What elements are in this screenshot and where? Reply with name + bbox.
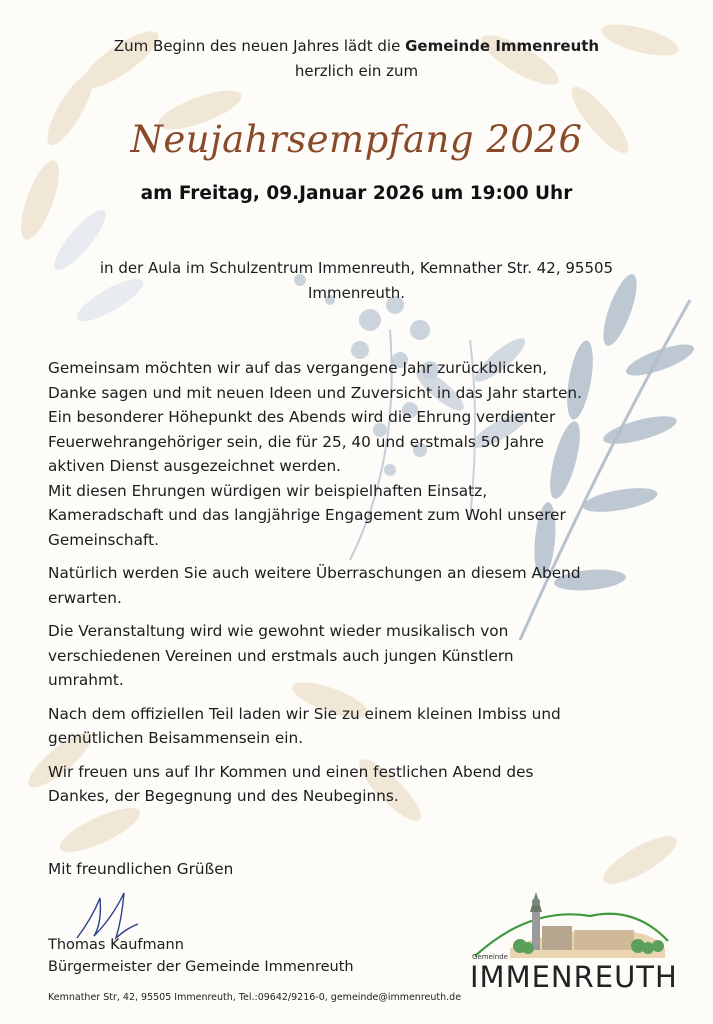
signer-role: Bürgermeister der Gemeinde Immenreuth	[48, 959, 354, 975]
text-line: Feuerwehrangehöriger sein, die für 25, 40 und erstmals 50 Jahre	[48, 432, 545, 451]
text-line: Die Veranstaltung wird wie gewohnt wieder musikalisch von	[48, 622, 509, 640]
text-line: Nach dem offiziellen Teil laden wir Sie zu einem kleinen Imbiss und	[48, 704, 561, 723]
venue-line-1: in der Aula im Schulzentrum Immenreuth, Kemnather Str. 42, 95505	[99, 259, 614, 277]
footer-contact: Kemnather Str, 42, 95505 Immenreuth, Tel.:09642/9216-0, gemeinde@immenreuth.de	[48, 992, 462, 1003]
venue	[40, 256, 673, 306]
text-line: Dankes, der Begegnung und des Neubeginns.	[48, 787, 399, 805]
intro-line-2: herzlich ein zum	[294, 62, 419, 80]
paragraph-5	[48, 760, 668, 809]
text-line: umrahmt.	[48, 671, 124, 689]
intro-prefix: Zum Beginn des neuen Jahres lädt die	[113, 37, 406, 55]
text-line: Gemeinsam möchten wir auf das vergangene Jahr zurückblicken,	[48, 359, 548, 377]
closing: Mit freundlichen Grüßen	[48, 860, 234, 878]
intro-line-1	[0, 34, 713, 59]
paragraph-3	[48, 619, 668, 693]
text-line: Kameradschaft und das langjährige Engagement zum Wohl unserer	[48, 506, 566, 524]
text-line: erwarten.	[48, 588, 122, 607]
event-title: Neujahrsempfang 2026	[130, 118, 583, 161]
paragraph-4	[48, 702, 668, 751]
text-line: Mit diesen Ehrungen würdigen wir beispielhaften Einsatz,	[48, 481, 488, 500]
paragraph-1	[48, 356, 668, 552]
logo-subtitle: Gemeinde	[472, 953, 508, 961]
text-line: aktiven Dienst ausgezeichnet werden.	[48, 457, 342, 475]
text-line: verschiedenen Vereinen und erstmals auch jungen Künstlern	[48, 646, 514, 665]
paragraph-2	[48, 561, 668, 610]
signer-name: Thomas Kaufmann	[48, 937, 184, 953]
text-line: Gemeinschaft.	[48, 530, 159, 549]
text-line: Ein besonderer Höhepunkt des Abends wird die Ehrung verdienter	[48, 408, 556, 426]
letter-body	[48, 356, 668, 818]
intro	[0, 34, 713, 84]
venue-line-2: Immenreuth.	[307, 284, 406, 302]
event-date: am Freitag, 09.Januar 2026 um 19:00 Uhr	[140, 183, 573, 204]
logo-name: IMMENREUTH	[470, 960, 678, 994]
text-line: Natürlich werden Sie auch weitere Überraschungen an diesem Abend	[48, 564, 581, 582]
text-line: Wir freuen uns auf Ihr Kommen und einen festlichen Abend des	[48, 762, 534, 781]
text-line: Danke sagen und mit neuen Ideen und Zuversicht in das Jahr starten.	[48, 383, 582, 402]
signer	[48, 934, 354, 978]
text-line: gemütlichen Beisammensein ein.	[48, 729, 304, 747]
municipality-name: Gemeinde Immenreuth	[405, 37, 600, 55]
